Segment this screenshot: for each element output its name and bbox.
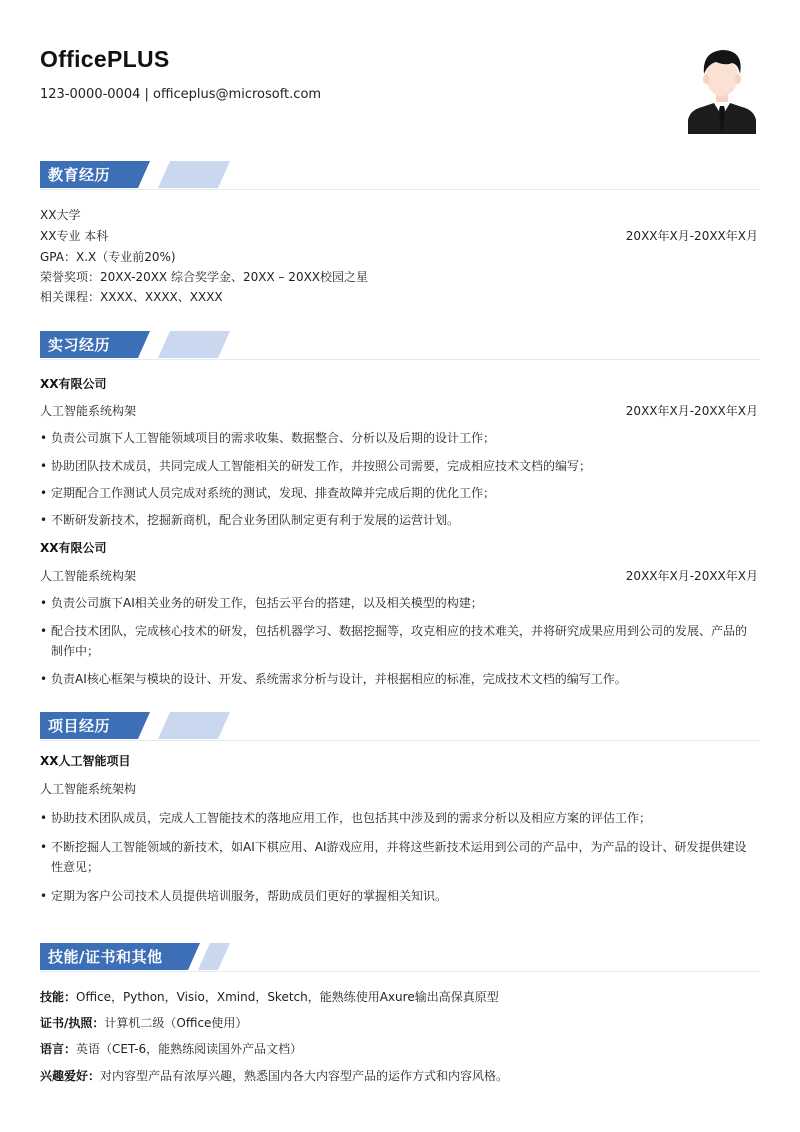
section-header-project	[40, 712, 230, 739]
role-line	[40, 567, 758, 585]
section-title: 技能/证书和其他	[48, 948, 163, 966]
gpa-line: GPA：X.X（专业前20%)	[40, 250, 176, 264]
section-title: 项目经历	[48, 717, 111, 735]
language-label: 语言：	[40, 1042, 77, 1056]
courses-line: 相关课程：XXXX、XXXX、XXXX	[40, 290, 223, 304]
list-item: • 不断挖掘人工智能领域的新技术，如AI下棋应用、AI游戏应用，并将这些新技术运用到公司的产品中，为产品的设计、研发提供建设性意见；	[40, 837, 756, 877]
job-role: 人工智能系统构架	[40, 404, 137, 418]
language-line	[40, 1040, 758, 1058]
list-item: • 协助技术团队成员，完成人工智能技术的落地应用工作，也包括其中涉及到的需求分析以及相应方案的评估工作；	[40, 808, 756, 828]
list-item: • 负责公司旗下人工智能领域项目的需求收集、数据整合、分析以及后期的设计工作；	[40, 428, 756, 448]
hobbies-label: 兴趣爱好：	[40, 1069, 101, 1083]
section-divider	[40, 189, 760, 190]
section-divider	[40, 359, 760, 360]
company-name: XX有限公司	[40, 377, 107, 391]
job-date: 20XX年X月-20XX年X月	[625, 404, 758, 418]
role-line	[40, 402, 758, 420]
job-role: 人工智能系统构架	[40, 569, 137, 583]
honors-line: 荣誉奖项：20XX-20XX 综合奖学金、20XX – 20XX校园之星	[40, 270, 369, 284]
section-title: 教育经历	[48, 166, 111, 184]
list-item: • 负责公司旗下AI相关业务的研发工作，包括云平台的搭建，以及相关模型的构建；	[40, 593, 756, 613]
job-date: 20XX年X月-20XX年X月	[625, 569, 758, 583]
skills-line	[40, 988, 758, 1006]
list-item: • 定期配合工作测试人员完成对系统的测试，发现、排查故障并完成后期的优化工作；	[40, 483, 756, 503]
list-item: • 负责AI核心框架与模块的设计、开发、系统需求分析与设计，并根据相应的标准，完成技术文档的编写工作。	[40, 669, 756, 689]
certificate-line	[40, 1014, 758, 1032]
section-title: 实习经历	[48, 336, 111, 354]
hobbies-text: 对内容型产品有浓厚兴趣，熟悉国内各大内容型产品的运作方式和内容风格。	[100, 1069, 509, 1083]
avatar	[688, 44, 756, 134]
hobbies-line	[40, 1067, 758, 1085]
project-name: XX人工智能项目	[40, 754, 131, 768]
resume-name: OfficePLUS	[40, 46, 170, 72]
major-degree: XX专业 本科	[40, 229, 109, 243]
skills-label: 技能：	[40, 990, 77, 1004]
company-name: XX有限公司	[40, 541, 107, 555]
certificate-text: 计算机二级（Office使用）	[104, 1016, 248, 1030]
list-item: • 定期为客户公司技术人员提供培训服务，帮助成员们更好的掌握相关知识。	[40, 886, 756, 906]
section-divider	[40, 740, 760, 741]
major-line	[40, 227, 758, 245]
list-item: • 不断研发新技术，挖掘新商机，配合业务团队制定更有利于发展的运营计划。	[40, 510, 756, 530]
list-item: • 协助团队技术成员，共同完成人工智能相关的研发工作，并按照公司需要，完成相应技术文档的编写；	[40, 456, 756, 476]
section-divider	[40, 971, 760, 972]
contact-info: 123-0000-0004 | officeplus@microsoft.com	[40, 87, 322, 102]
section-header-education	[40, 161, 230, 188]
section-header-skills	[40, 943, 230, 970]
list-item: • 配合技术团队，完成核心技术的研发，包括机器学习、数据挖掘等，攻克相应的技术难关，并将研究成果应用到公司的发展、产品的制作中；	[40, 621, 756, 661]
certificate-label: 证书/执照：	[40, 1016, 105, 1030]
language-text: 英语（CET-6，能熟练阅读国外产品文档）	[76, 1042, 303, 1056]
school-name: XX大学	[40, 208, 81, 222]
section-header-internship	[40, 331, 230, 358]
education-date: 20XX年X月-20XX年X月	[625, 229, 758, 243]
skills-text: Office，Python，Visio，Xmind，Sketch，能熟练使用Axure输出高保真原型	[76, 990, 499, 1004]
project-role: 人工智能系统架构	[40, 782, 137, 796]
